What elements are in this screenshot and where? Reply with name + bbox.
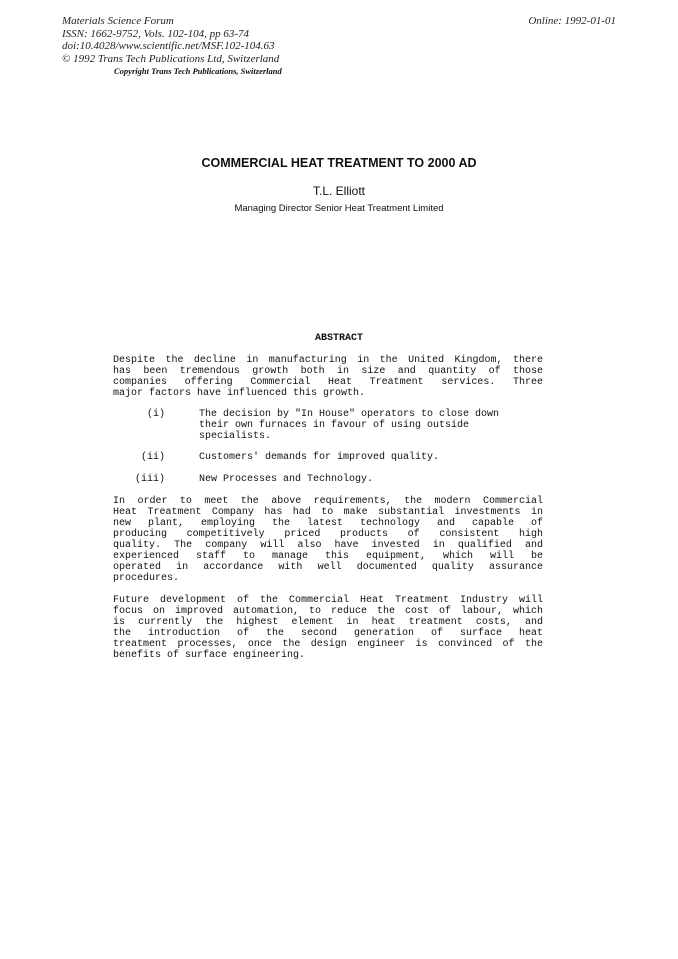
text-line: producing competitively priced products of consistent high: [113, 529, 543, 540]
text-line: has been tremendous growth both in size and quantity of those: [113, 366, 543, 377]
text-line: benefits of surface engineering.: [113, 650, 306, 661]
abstract-heading: ABSTRACT: [314, 333, 363, 344]
list-item-text: [199, 409, 539, 442]
text-line: Despite the decline in manufacturing in the United Kingdom, there: [113, 355, 543, 366]
list-item-text: [199, 452, 539, 463]
online-date: Online: 1992-01-01: [528, 15, 616, 27]
text-line: Future development of the Commercial Heat Treatment Industry will: [113, 595, 543, 606]
text-line: focus on improved automation, to reduce the cost of labour, which: [113, 606, 543, 617]
list-item-number: (ii): [140, 452, 165, 463]
list-item-number: (i): [146, 409, 165, 420]
text-line: the introduction of the second generation of surface heat: [113, 628, 543, 639]
text-line: procedures.: [113, 573, 180, 584]
text-line: quality. The company will also have invested in qualified and: [113, 540, 543, 551]
text-line: Customers' demands for improved quality.: [199, 452, 440, 463]
text-line: companies offering Commercial Heat Treatment services. Three: [113, 377, 543, 388]
requirements-paragraph: [113, 496, 543, 584]
text-line: New Processes and Technology.: [199, 474, 374, 485]
issn-line: ISSN: 1662-9752, Vols. 102-104, pp 63-74: [62, 27, 249, 40]
journal-name: Materials Science Forum: [62, 15, 174, 27]
text-line: treatment processes, once the design engineer is convinced of the: [113, 639, 543, 650]
text-line: experienced staff to manage this equipment, which will be: [113, 551, 543, 562]
journal-header: [62, 15, 279, 65]
copyright-notice: Copyright Trans Tech Publications, Switzerland: [114, 66, 282, 76]
text-line: In order to meet the above requirements, the modern Commercial: [113, 496, 543, 507]
list-item-text: [199, 474, 539, 485]
text-line: Heat Treatment Company has had to make substantial investments in: [113, 507, 543, 518]
copyright-line: © 1992 Trans Tech Publications Ltd, Switzerland: [62, 52, 280, 65]
abstract-intro-paragraph: [113, 355, 543, 399]
author-affiliation: Managing Director Senior Heat Treatment Limited: [234, 203, 444, 214]
future-development-paragraph: [113, 595, 543, 661]
text-line: specialists.: [199, 431, 272, 442]
list-item-number: (iii): [134, 474, 165, 485]
text-line: is currently the highest element in heat treatment costs, and: [113, 617, 543, 628]
text-line: major factors have influenced this growth.: [113, 388, 366, 399]
doi-line: doi:10.4028/www.scientific.net/MSF.102-104.63: [62, 40, 275, 52]
text-line: The decision by "In House" operators to close down: [199, 409, 500, 420]
paper-title: COMMERCIAL HEAT TREATMENT TO 2000 AD: [201, 156, 477, 170]
text-line: operated in accordance with well documented quality assurance: [113, 562, 543, 573]
text-line: their own furnaces in favour of using outside: [199, 420, 470, 431]
text-line: new plant, employing the latest technology and capable of: [113, 518, 543, 529]
paper-author: T.L. Elliott: [312, 184, 366, 198]
